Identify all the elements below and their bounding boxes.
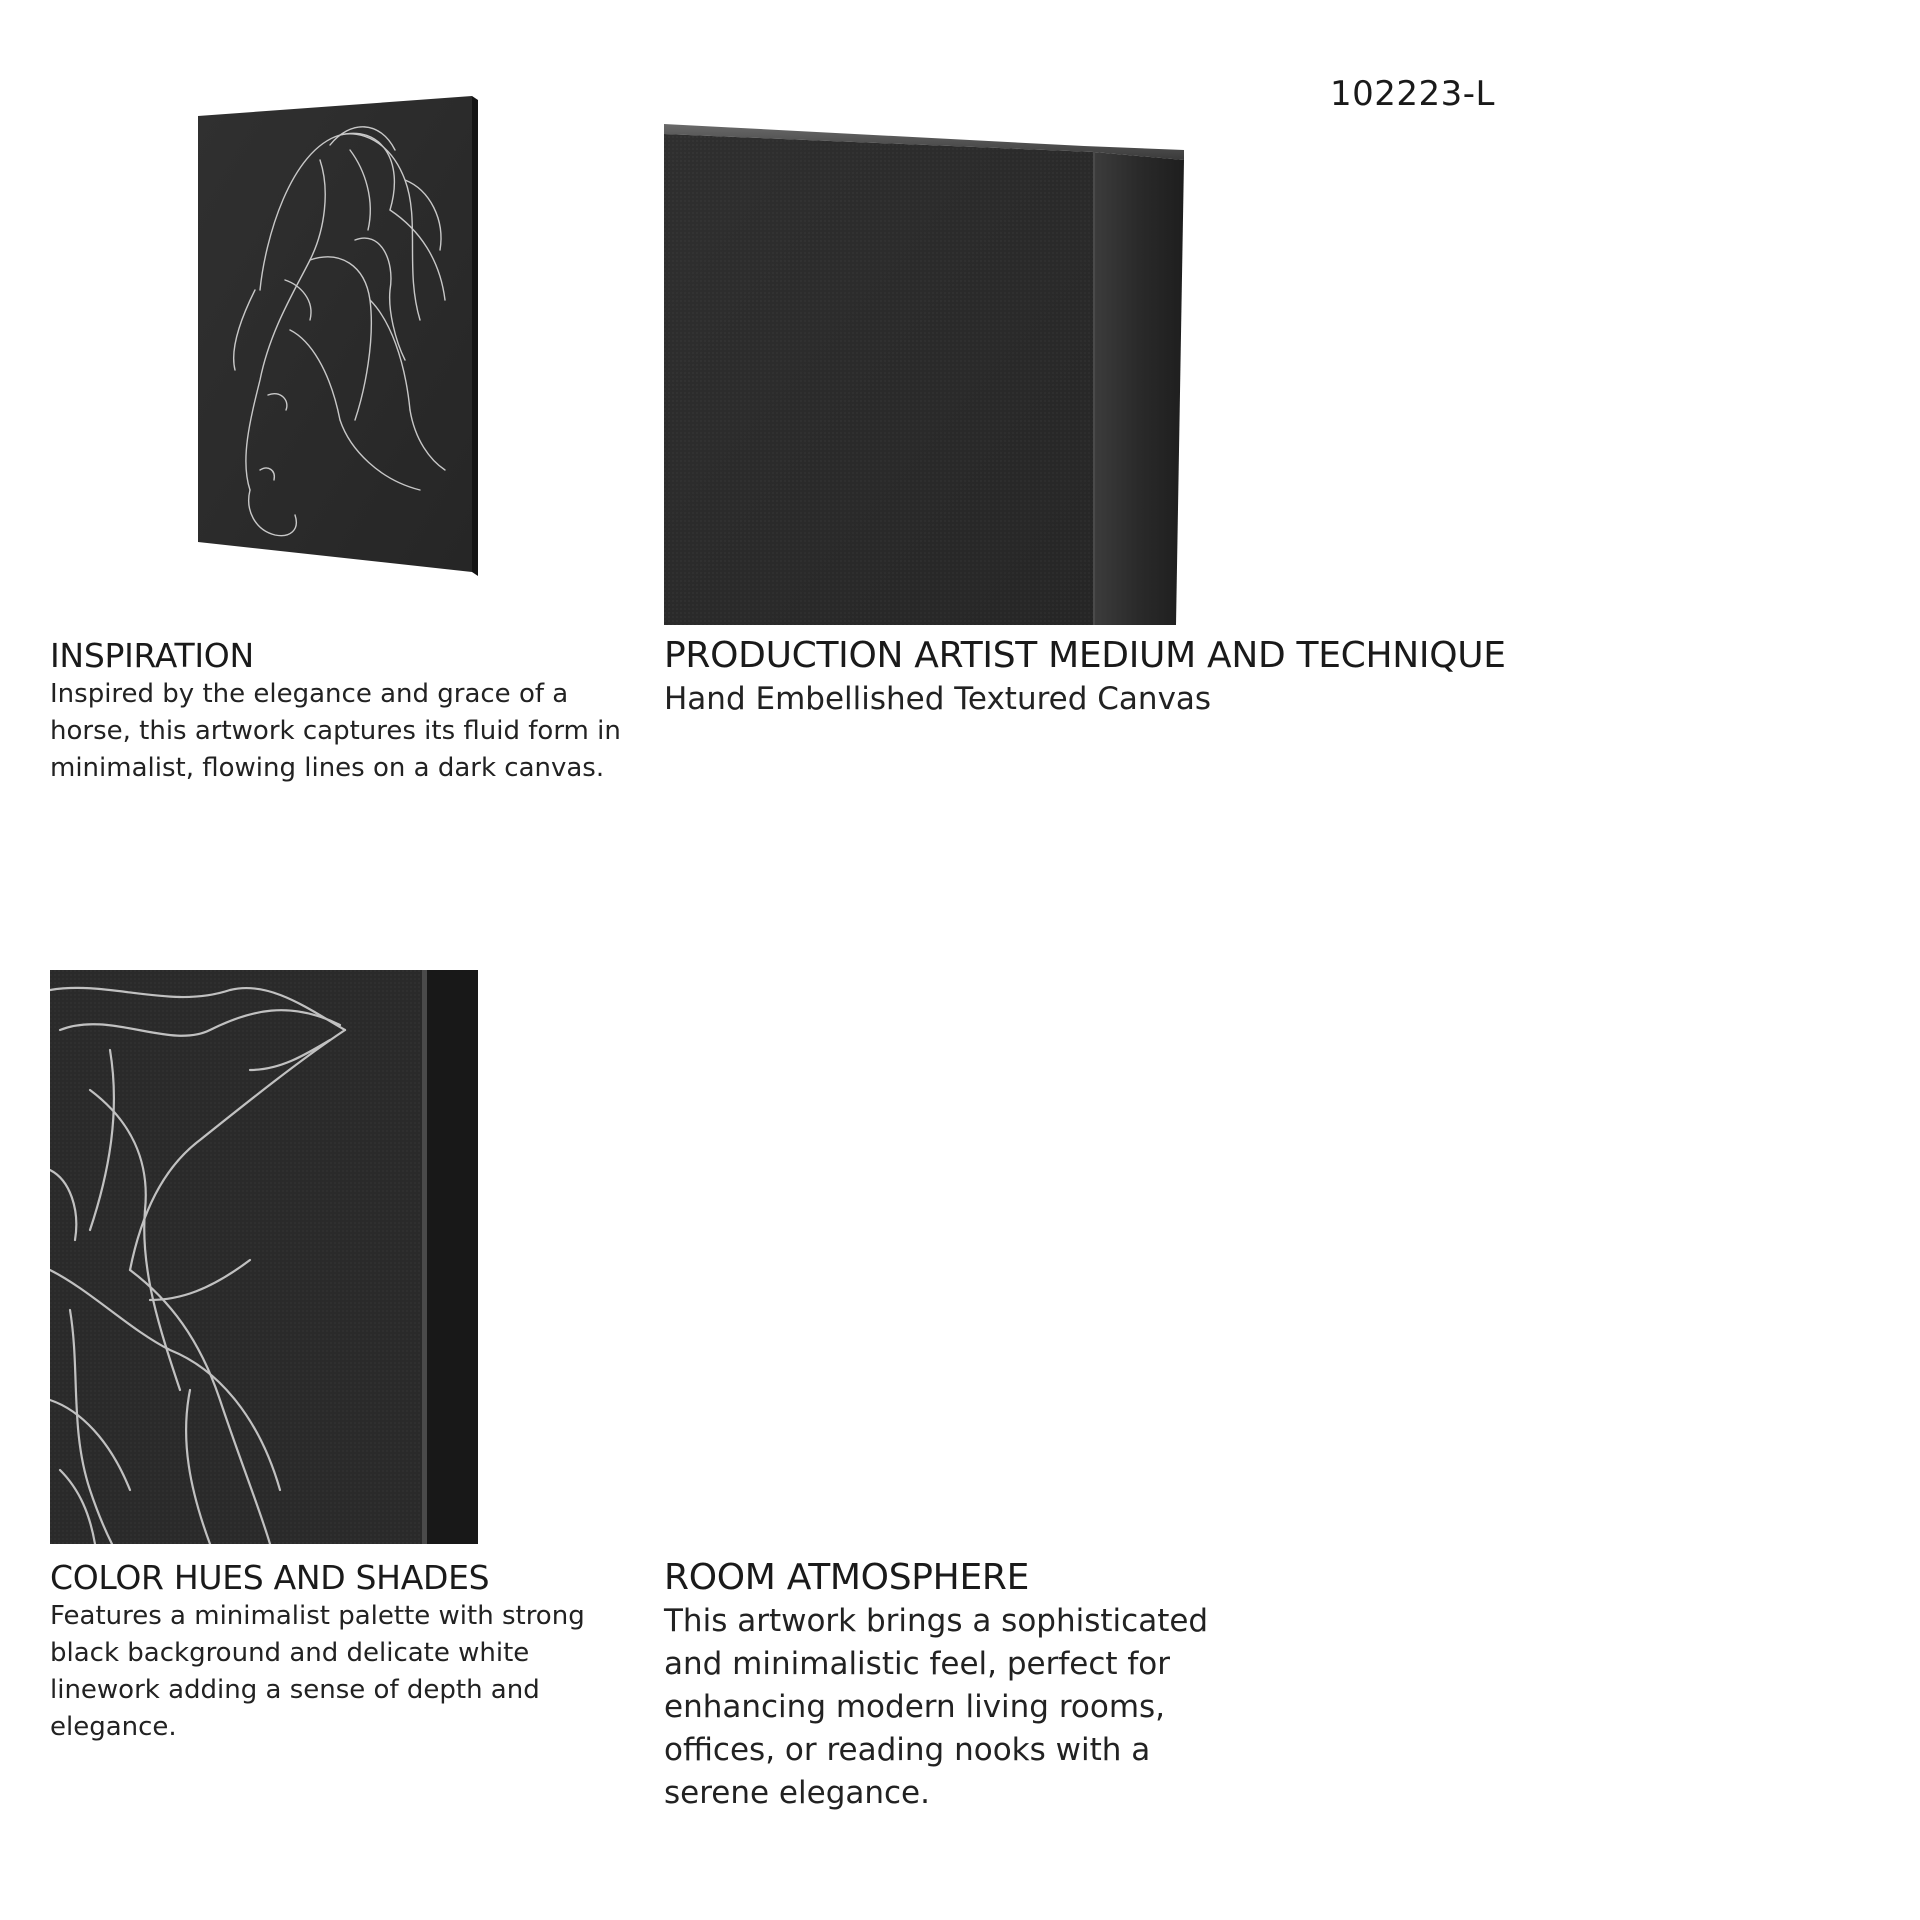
artwork-full-view-image <box>190 90 490 580</box>
color-text: Features a minimalist palette with strong black background and delicate white linework adding a sense of depth and elegance. <box>50 1601 585 1743</box>
production-section <box>664 636 1564 721</box>
room-section <box>664 1558 1264 1815</box>
production-text: Hand Embellished Textured Canvas <box>664 680 1212 717</box>
room-text: This artwork brings a sophisticated and minimalistic feel, perfect for enhancing modern living rooms, offices, or reading nooks with a serene elegance. <box>664 1602 1209 1811</box>
color-heading: COLOR HUES AND SHADES <box>50 1558 490 1597</box>
linework-closeup-image <box>50 970 478 1544</box>
inspiration-text: Inspired by the elegance and grace of a horse, this artwork captures its fluid form in minimalist, flowing lines on a dark canvas. <box>50 679 621 784</box>
production-heading: PRODUCTION ARTIST MEDIUM AND TECHNIQUE <box>664 635 1506 676</box>
inspiration-heading: INSPIRATION <box>50 636 254 675</box>
product-sku: 102223-L <box>1330 74 1496 114</box>
canvas-edge-detail-image <box>664 120 1184 625</box>
inspiration-section <box>50 638 640 787</box>
room-heading: ROOM ATMOSPHERE <box>664 1557 1030 1598</box>
color-section <box>50 1560 640 1746</box>
